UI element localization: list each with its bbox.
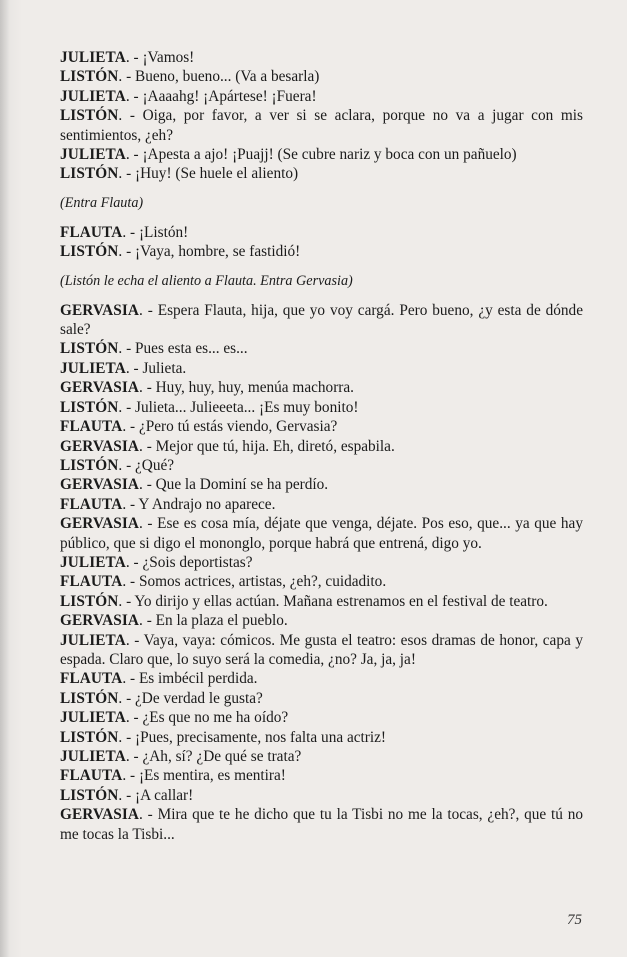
dialogue-text: Mira que te he dicho que tu la Tisbi no me la tocas, ¿eh?, que tú no me tocas la Tisbi... — [60, 806, 583, 843]
dialogue-line — [60, 669, 583, 688]
speaker-name: GERVASIA — [60, 515, 140, 533]
speaker-name: FLAUTA — [60, 495, 123, 513]
speaker-name: JULIETA — [60, 553, 126, 571]
dialogue-text: ¿Ah, sí? ¿De qué se trata? — [142, 748, 302, 765]
dialogue-text: ¿Qué? — [135, 456, 175, 474]
speaker-separator: . - — [118, 107, 143, 125]
speaker-name: FLAUTA — [60, 670, 123, 688]
speaker-separator: . - — [139, 301, 158, 319]
dialogue-line — [60, 631, 583, 670]
speaker-separator: . - — [118, 786, 135, 804]
dialogue-group-3 — [60, 301, 583, 844]
dialogue-text: Bueno, bueno... (Va a besarla) — [135, 68, 320, 86]
dialogue-line — [60, 48, 583, 67]
dialogue-text: ¡Aaaahg! ¡Apártese! ¡Fuera! — [142, 87, 317, 105]
dialogue-line — [60, 611, 583, 630]
stage-direction-2: (Listón le echa el aliento a Flauta. Entra Gervasia) — [60, 272, 353, 289]
speaker-separator: . - — [125, 748, 143, 765]
dialogue-line — [60, 437, 583, 456]
speaker-separator: . - — [118, 398, 135, 416]
speaker-name: JULIETA — [60, 709, 126, 727]
dialogue-line — [60, 87, 583, 106]
speaker-name: LISTÓN — [60, 728, 119, 746]
speaker-separator: . - — [122, 670, 139, 688]
speaker-name: FLAUTA — [60, 767, 123, 785]
dialogue-text: Yo dirijo y ellas actúan. Mañana estrenamos en el festival de teatro. — [134, 592, 548, 610]
dialogue-text: En la plaza el pueblo. — [155, 612, 288, 630]
dialogue-line — [60, 417, 583, 436]
dialogue-line — [60, 301, 583, 340]
speaker-name: LISTÓN — [60, 165, 119, 183]
dialogue-text: Oiga, por favor, a ver si se aclara, porque no va a jugar con mis sentimientos, ¿eh? — [60, 107, 583, 144]
dialogue-line — [60, 106, 583, 145]
dialogue-line — [60, 689, 583, 708]
speaker-name: LISTÓN — [60, 68, 119, 86]
dialogue-line — [60, 242, 583, 261]
dialogue-line — [60, 572, 583, 591]
speaker-name: LISTÓN — [60, 689, 119, 707]
speaker-name: FLAUTA — [60, 573, 123, 591]
dialogue-line — [60, 728, 583, 747]
dialogue-line — [60, 708, 583, 727]
dialogue-group-2 — [60, 223, 583, 262]
speaker-name: LISTÓN — [60, 456, 119, 474]
dialogue-text: Es imbécil perdida. — [138, 670, 258, 688]
dialogue-text: Espera Flauta, hija, que yo voy cargá. Pero bueno, ¿y esta de dónde sale? — [60, 301, 583, 339]
speaker-separator: . - — [139, 476, 156, 494]
speaker-separator: . - — [139, 379, 156, 397]
dialogue-line — [60, 67, 583, 86]
speaker-separator: . - — [118, 728, 135, 746]
dialogue-line — [60, 164, 583, 183]
dialogue-text: Mejor que tú, hija. Eh, diretó, espabila. — [155, 437, 395, 455]
dialogue-line — [60, 456, 583, 475]
dialogue-line — [60, 805, 583, 844]
speaker-name: LISTÓN — [60, 398, 119, 416]
speaker-name: JULIETA — [60, 87, 126, 105]
dialogue-line — [60, 766, 583, 785]
dialogue-text: ¡Vamos! — [142, 49, 195, 66]
dialogue-line — [60, 339, 583, 358]
dialogue-text: ¿De verdad le gusta? — [135, 689, 263, 707]
dialogue-text: Julieta. — [142, 359, 187, 377]
dialogue-line — [60, 495, 583, 514]
speaker-separator: . - — [125, 553, 143, 571]
speaker-separator: . - — [118, 165, 135, 183]
speaker-name: GERVASIA — [60, 806, 140, 824]
speaker-separator: . - — [122, 495, 139, 513]
dialogue-text: ¡Es mentira, es mentira! — [138, 767, 286, 785]
dialogue-line — [60, 553, 583, 572]
speaker-name: JULIETA — [60, 49, 126, 66]
speaker-name: FLAUTA — [60, 418, 123, 436]
stage-direction-1: (Entra Flauta) — [60, 194, 144, 211]
speaker-separator: . - — [122, 767, 139, 785]
speaker-separator: . - — [118, 340, 135, 358]
dialogue-text: Que la Dominí se ha perdío. — [155, 476, 329, 494]
speaker-separator: . - — [139, 806, 158, 824]
speaker-name: GERVASIA — [60, 379, 140, 397]
speaker-separator: . - — [125, 709, 143, 727]
dialogue-line — [60, 747, 583, 766]
speaker-name: GERVASIA — [60, 612, 140, 630]
speaker-name: LISTÓN — [60, 592, 119, 610]
speaker-separator: . - — [139, 515, 158, 533]
dialogue-line — [60, 398, 583, 417]
speaker-name: LISTÓN — [60, 340, 119, 358]
speaker-separator: . - — [118, 689, 135, 707]
speaker-separator: . - — [118, 456, 135, 474]
speaker-separator: . - — [125, 87, 143, 105]
dialogue-text: Julieta... Julieeeta... ¡Es muy bonito! — [135, 398, 359, 416]
speaker-separator: . - — [118, 592, 135, 610]
dialogue-text: ¿Sois deportistas? — [142, 553, 253, 571]
dialogue-text: ¡Pues, precisamente, nos falta una actriz! — [135, 728, 387, 746]
dialogue-text: Y Andrajo no aparece. — [138, 495, 276, 513]
speaker-name: GERVASIA — [60, 301, 140, 319]
page-number: 75 — [567, 912, 582, 928]
dialogue-text: ¿Es que no me ha oído? — [142, 709, 289, 727]
dialogue-line — [60, 145, 583, 164]
dialogue-text: Vaya, vaya: cómicos. Me gusta el teatro: esos dramas de honor, capa y espada. Claro que, lo suyo será la comedia, ¿no? Ja, ja, ja! — [60, 631, 583, 668]
dialogue-text: ¡Listón! — [138, 223, 189, 241]
speaker-name: LISTÓN — [60, 786, 119, 804]
speaker-separator: . - — [139, 612, 156, 630]
dialogue-line — [60, 223, 583, 242]
speaker-name: JULIETA — [60, 748, 126, 765]
dialogue-group-1 — [60, 48, 583, 184]
dialogue-line — [60, 786, 583, 805]
speaker-name: JULIETA — [60, 359, 126, 377]
speaker-separator: . - — [125, 631, 144, 649]
speaker-name: GERVASIA — [60, 476, 140, 494]
dialogue-text: Huy, huy, huy, menúa machorra. — [155, 379, 354, 397]
speaker-separator: . - — [122, 418, 139, 436]
dialogue-text: Somos actrices, artistas, ¿eh?, cuidadito. — [138, 573, 387, 591]
speaker-name: FLAUTA — [60, 223, 123, 241]
dialogue-line — [60, 475, 583, 494]
speaker-name: JULIETA — [60, 631, 126, 649]
dialogue-text: ¡A callar! — [135, 786, 194, 804]
dialogue-text — [60, 48, 583, 844]
speaker-separator: . - — [118, 68, 135, 86]
dialogue-text: ¿Pero tú estás viendo, Gervasia? — [138, 418, 338, 436]
dialogue-text: Ese es cosa mía, déjate que venga, déjate. Pos eso, que... ya que hay público, que si digo el mononglo, porque habrá que entrená, digo yo. — [60, 515, 583, 552]
speaker-separator: . - — [125, 146, 143, 164]
dialogue-text: ¡Huy! (Se huele el aliento) — [135, 165, 299, 183]
speaker-separator: . - — [122, 573, 139, 591]
dialogue-text: ¡Apesta a ajo! ¡Puajj! (Se cubre nariz y boca con un pañuelo) — [142, 146, 517, 164]
speaker-name: LISTÓN — [60, 243, 119, 261]
speaker-separator: . - — [118, 243, 135, 261]
speaker-separator: . - — [125, 359, 143, 377]
speaker-name: GERVASIA — [60, 437, 140, 455]
dialogue-text: ¡Vaya, hombre, se fastidió! — [135, 243, 301, 261]
dialogue-text: Pues esta es... es... — [135, 340, 248, 358]
speaker-name: JULIETA — [60, 146, 126, 164]
dialogue-line — [60, 378, 583, 397]
speaker-separator: . - — [125, 49, 143, 66]
dialogue-line — [60, 514, 583, 553]
dialogue-line — [60, 359, 583, 378]
speaker-separator: . - — [139, 437, 156, 455]
dialogue-line — [60, 592, 583, 611]
speaker-name: LISTÓN — [60, 107, 119, 125]
speaker-separator: . - — [122, 223, 139, 241]
